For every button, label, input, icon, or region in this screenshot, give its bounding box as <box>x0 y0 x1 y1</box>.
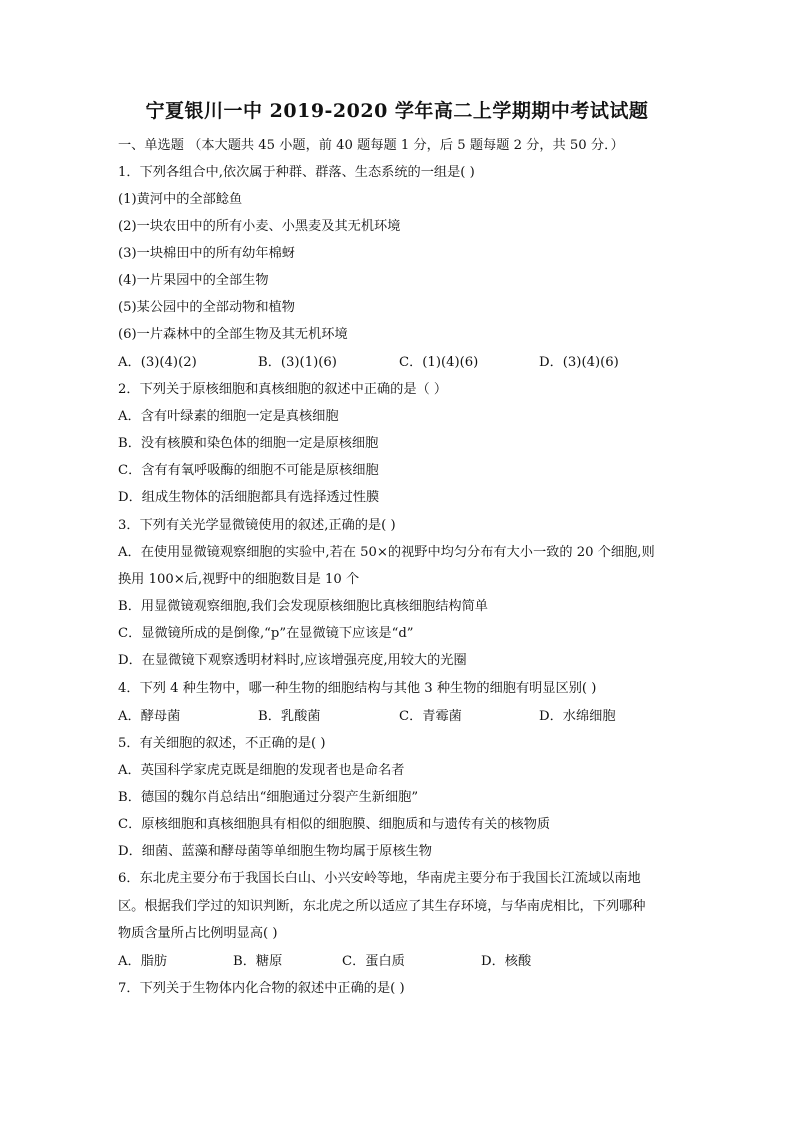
question-line: 4．下列 4 种生物中，哪一种生物的细胞结构与其他 3 种生物的细胞有明显区别( ) <box>118 681 597 696</box>
question-line: B．德国的魏尔肖总结出“细胞通过分裂产生新细胞” <box>118 790 419 805</box>
question-line: (5)某公园中的全部动物和植物 <box>118 300 295 315</box>
q1-option-d: D．(3)(4)(6) <box>539 355 619 370</box>
question-line: 7．下列关于生物体内化合物的叙述中正确的是( ) <box>118 981 405 996</box>
question-line: A．在使用显微镜观察细胞的实验中,若在 50×的视野中均匀分布有大小一致的 20 个细胞,则 <box>118 545 655 560</box>
question-line: 6．东北虎主要分布于我国长白山、小兴安岭等地，华南虎主要分布于我国长江流域以南地 <box>118 871 641 886</box>
question-line: (1)黄河中的全部鲶鱼 <box>118 192 243 207</box>
question-line: C．原核细胞和真核细胞具有相似的细胞膜、细胞质和与遗传有关的核物质 <box>118 817 551 832</box>
question-line: D．组成生物体的活细胞都具有选择透过性膜 <box>118 490 380 505</box>
question-line: 1．下列各组合中,依次属于种群、群落、生态系统的一组是( ) <box>118 165 475 180</box>
question-line: C．含有有氧呼吸酶的细胞不可能是原核细胞 <box>118 463 379 478</box>
q6-option-b: B．糖原 <box>233 954 283 969</box>
question-line: B．用显微镜观察细胞,我们会发现原核细胞比真核细胞结构简单 <box>118 599 488 614</box>
q4-option-c: C．青霉菌 <box>399 709 462 724</box>
question-line: 2．下列关于原核细胞和真核细胞的叙述中正确的是（ ） <box>118 382 448 397</box>
page-title: 宁夏银川一中 2019-2020 学年高二上学期期中考试试题 <box>145 100 649 122</box>
q6-option-c: C．蛋白质 <box>342 954 405 969</box>
question-line: D．细菌、蓝藻和酵母菌等单细胞生物均属于原核生物 <box>118 844 432 859</box>
q1-option-a: A．(3)(4)(2) <box>118 355 197 370</box>
question-line: 区。根据我们学过的知识判断，东北虎之所以适应了其生存环境，与华南虎相比，下列哪种 <box>118 899 646 914</box>
q1-option-c: C．(1)(4)(6) <box>399 355 479 370</box>
question-line: 物质含量所占比例明显高( ) <box>118 926 278 941</box>
question-line: 5．有关细胞的叙述，不正确的是( ) <box>118 736 326 751</box>
question-line: D．在显微镜下观察透明材料时,应该增强亮度,用较大的光圈 <box>118 653 467 668</box>
question-line: A．含有叶绿素的细胞一定是真核细胞 <box>118 409 339 424</box>
q4-option-b: B．乳酸菌 <box>258 709 321 724</box>
question-line: A．英国科学家虎克既是细胞的发现者也是命名者 <box>118 763 405 778</box>
q4-option-d: D．水绵细胞 <box>539 709 616 724</box>
question-line: (3)一块棉田中的所有幼年棉蚜 <box>118 246 295 261</box>
q4-option-a: A．酵母菌 <box>118 709 181 724</box>
question-line: 3．下列有关光学显微镜使用的叙述,正确的是( ) <box>118 518 396 533</box>
question-line: C．显微镜所成的是倒像,“p”在显微镜下应该是“d” <box>118 626 414 641</box>
question-line: 换用 100×后,视野中的细胞数目是 10 个 <box>118 572 360 587</box>
q6-option-a: A．脂肪 <box>118 954 168 969</box>
question-line: (6)一片森林中的全部生物及其无机环境 <box>118 327 348 342</box>
question-line: (2)一块农田中的所有小麦、小黑麦及其无机环境 <box>118 219 401 234</box>
section-heading: 一、单选题 （本大题共 45 小题，前 40 题每题 1 分，后 5 题每题 2 分，共 50 分．） <box>118 138 624 153</box>
question-line: (4)一片果园中的全部生物 <box>118 273 269 288</box>
q6-option-d: D．核酸 <box>481 954 532 969</box>
question-line: B．没有核膜和染色体的细胞一定是原核细胞 <box>118 436 379 451</box>
q1-option-b: B．(3)(1)(6) <box>258 355 337 370</box>
